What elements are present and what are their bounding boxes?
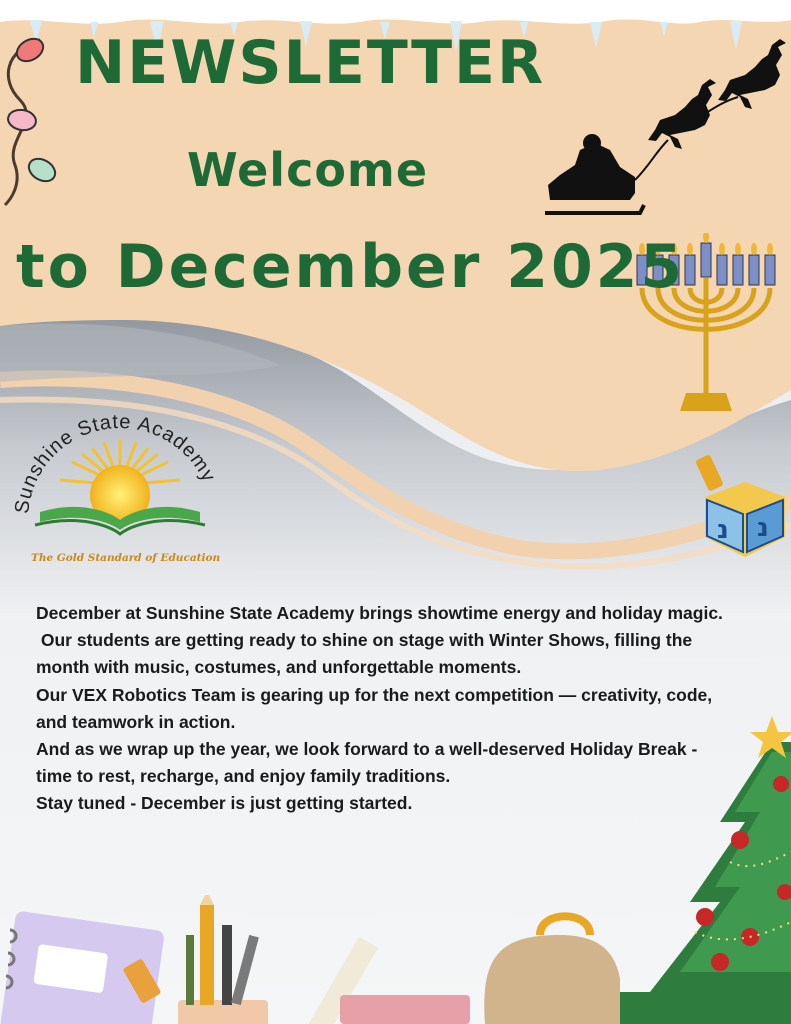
body-paragraph-closing: Stay tuned - December is just getting started.: [36, 793, 413, 814]
christmas-lights-icon: [0, 30, 70, 210]
month-heading: to December 2025: [16, 232, 686, 302]
christmas-tree-icon: [610, 712, 791, 1024]
school-name: Sunshine State Academy: [11, 410, 220, 515]
santa-sleigh-reindeer-icon: [540, 35, 790, 225]
body-paragraph-robotics: Our VEX Robotics Team is gearing up for the next competition — creativity, code, and teamwork in action.: [36, 684, 713, 732]
body-paragraph-winter-shows: [36, 627, 726, 681]
winter-shows-text: Our students are getting ready to shine on stage with Winter Shows, filling the month with music, costumes, and unforgettable moments.: [36, 630, 693, 678]
welcome-heading: Welcome: [187, 143, 429, 197]
dreidel-icon: [695, 452, 791, 562]
school-motto: The Gold Standard of Education: [31, 552, 221, 564]
newsletter-title: NEWSLETTER: [75, 28, 546, 98]
dreidel-letter-2: נ: [757, 513, 769, 543]
dreidel-letter: נ: [717, 515, 729, 545]
school-supplies-icon: [0, 895, 620, 1024]
body-paragraph-holiday-break: And as we wrap up the year, we look forward to a well-deserved Holiday Break - time to rest, recharge, and enjoy family traditions.: [36, 739, 698, 787]
body-paragraph-intro: December at Sunshine State Academy brings showtime energy and holiday magic.: [36, 603, 723, 623]
